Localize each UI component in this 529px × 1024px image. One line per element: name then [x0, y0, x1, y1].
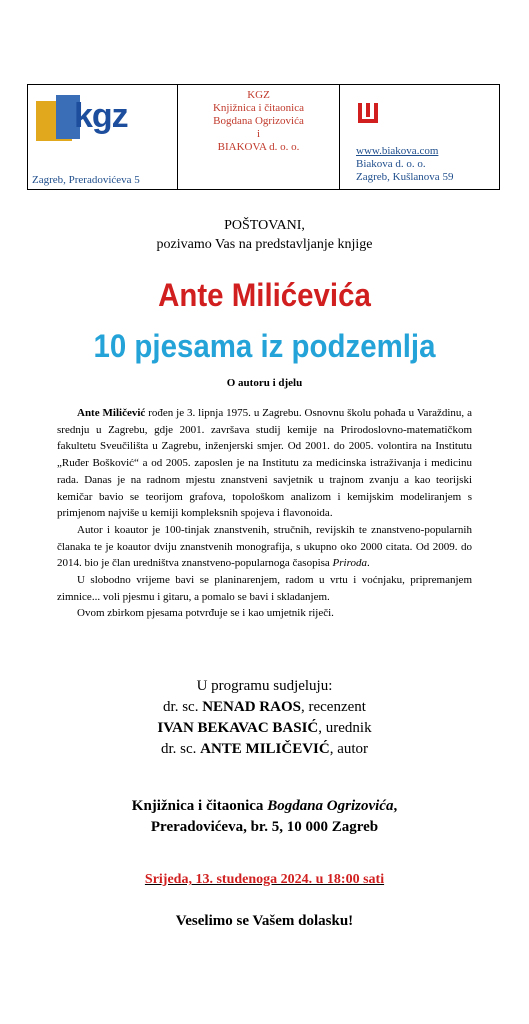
participant-2-name: IVAN BEKAVAC BASIĆ	[157, 720, 319, 736]
participant-3-role: , autor	[329, 741, 369, 757]
program-heading: U programu sudjeluju:	[196, 678, 333, 694]
org-line3: Bogdana Ogrizovića	[213, 115, 304, 127]
bio-paragraph-4: Ovom zbirkom pjesama potvrđuje se i kao umjetnik riječi.	[77, 607, 334, 620]
participant-3-name: ANTE MILIČEVIĆ	[200, 741, 330, 757]
bio-p2-text: Autor i koautor je 100-tinjak znanstvenih, stručnih, revijskih te znanstveno-popularnih članaka te je koautor dviju znanstvenih monografija, s ukupno oko 2000 citata. Od 2009. do 2014. bio je član uredništva znanstveno-popularnoga časopisa	[57, 523, 472, 570]
kgz-cell	[28, 85, 178, 189]
greeting: POŠTOVANI,	[224, 218, 305, 233]
venue-block	[0, 796, 529, 838]
venue-prefix: Knjižnica i čitaonica	[131, 798, 268, 814]
event-date: Srijeda, 13. studenoga 2024. u 18:00 sati	[144, 872, 385, 887]
biakova-link[interactable]: www.biakova.com	[356, 145, 439, 157]
bio-p1-text: rođen je 3. lipnja 1975. u Zagrebu. Osnovnu školu pohađa u Varaždinu, a srednju u Zagrebu, gdje 2001. završava studij kemije na Prirodoslovno-matematičkom fakultetu Sveučilišta u Zagrebu, inženjerski smjer. Od 2001. do 2005. volontira na Institutu „Ruđer Bošković“ a od 2005. zaposlen je na Institutu za medicinska istraživanja i medicinu rada. Danas je na radnom mjestu znanstveni savjetnik u trajnom zvanju a kao teorijski kemičar bavio se teorijom grafova, topološkom analizom i kemijskim modeliranjem s primjenom najviše u kemiji kompleksnih spojeva i flavonoida.	[57, 407, 472, 520]
kgz-logo-icon	[36, 95, 128, 143]
header-table	[27, 84, 500, 190]
biakova-logo-icon	[358, 103, 380, 125]
participant-1-name: NENAD RAOS	[202, 699, 301, 715]
book-title: 10 pjesama iz podzemlja	[93, 328, 436, 364]
participant-1-prefix: dr. sc.	[163, 699, 203, 715]
closing-text: Veselimo se Vašem dolasku!	[175, 913, 354, 929]
biakova-address: Zagreb, Kušlanova 59	[356, 171, 454, 183]
bio-paragraph-2	[57, 522, 472, 572]
org-line1: KGZ	[247, 89, 270, 101]
participant-3	[0, 739, 529, 760]
kgz-logo-text: kgz	[74, 97, 128, 135]
biakova-company: Biakova d. o. o.	[356, 158, 426, 170]
bio-text	[57, 405, 472, 622]
bio-paragraph-3: U slobodno vrijeme bavi se planinarenjem, radom u vrtu i voćnjaku, pripremanjem zimnice... voli pjesmu i gitaru, a pomalo se bavi i skladanjem.	[57, 574, 472, 603]
kgz-address: Zagreb, Preradovićeva 5	[32, 174, 140, 186]
org-line5: BIAKOVA d. o. o.	[217, 141, 300, 153]
biakova-cell	[340, 85, 499, 189]
participant-2	[0, 718, 529, 739]
invite-text: pozivamo Vas na predstavljanje knjige	[156, 237, 373, 252]
venue-line-1	[0, 796, 529, 817]
participant-3-prefix: dr. sc.	[160, 741, 201, 757]
organizers-cell	[178, 85, 340, 189]
section-title: O autoru i djelu	[226, 377, 303, 389]
participant-1	[0, 697, 529, 718]
participant-1-role: , recenzent	[300, 699, 366, 715]
biakova-info	[356, 145, 453, 184]
program-block	[0, 676, 529, 760]
bio-p2-end: .	[366, 557, 370, 570]
bio-paragraph-1	[57, 405, 472, 522]
org-line2: Knjižnica i čitaonica	[212, 102, 304, 114]
bio-author-name: Ante Miličević	[77, 407, 146, 419]
venue-comma: ,	[393, 798, 398, 814]
participant-2-role: , urednik	[318, 720, 372, 736]
venue-name: Bogdana Ogrizovića	[267, 798, 394, 814]
org-line4: i	[256, 128, 261, 140]
author-name: Ante Milićevića	[158, 277, 371, 313]
bio-p2-journal: Priroda	[332, 557, 367, 570]
venue-line-2: Preradovićeva, br. 5, 10 000 Zagreb	[150, 819, 379, 835]
